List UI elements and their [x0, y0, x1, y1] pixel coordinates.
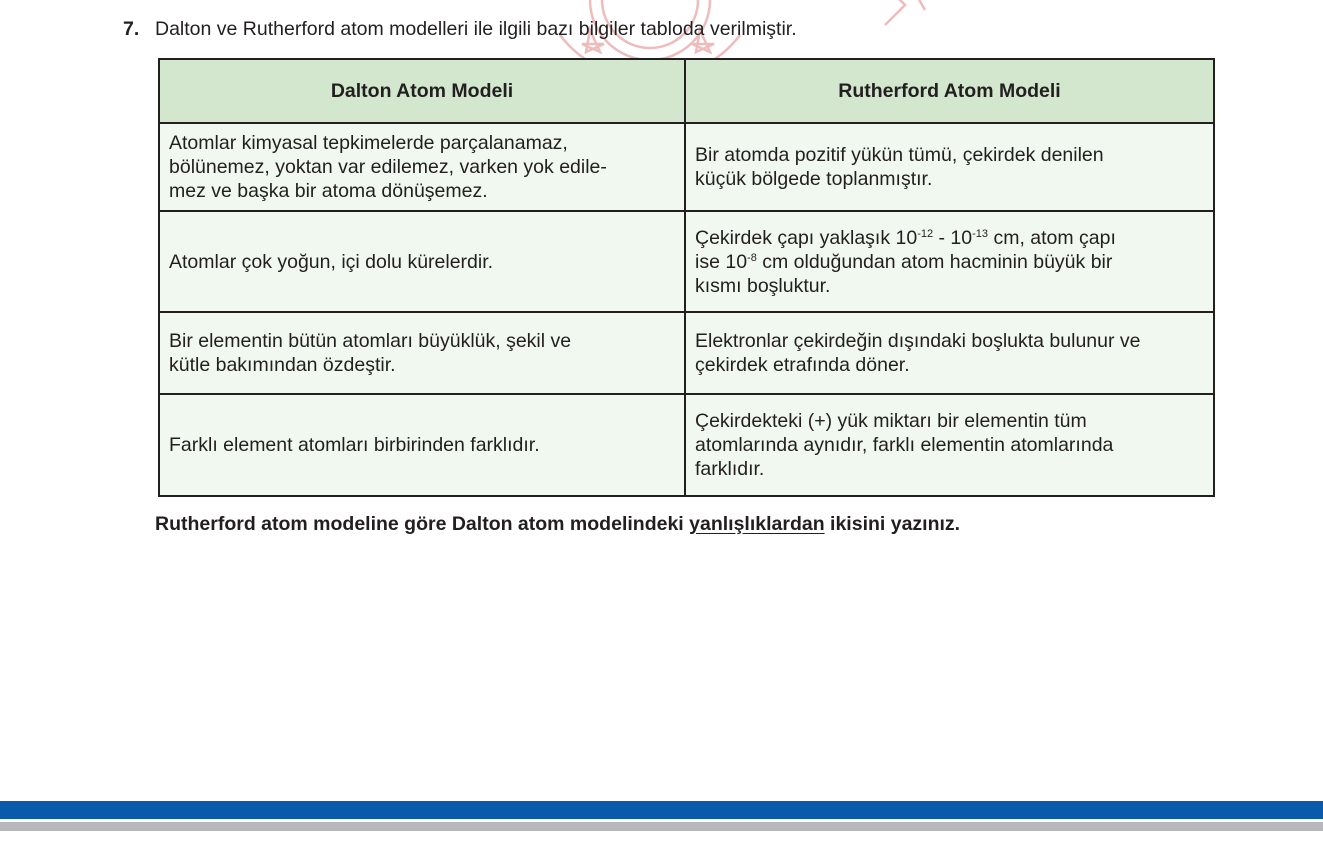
rutherford-cell: Bir atomda pozitif yükün tümü, çekirdek denilen küçük bölgede toplanmıştır.	[685, 123, 1214, 211]
footer-gray-bar	[0, 822, 1323, 831]
table-row	[159, 312, 1214, 394]
table-row	[159, 123, 1214, 211]
exponent: -12	[917, 227, 934, 240]
rutherford-cell: Çekirdekteki (+) yük miktarı bir elementin tüm atomlarında aynıdır, farklı elementin atomlarında farklıdır.	[685, 394, 1214, 496]
table-header-row	[159, 59, 1214, 123]
footer-blue-bar	[0, 801, 1323, 819]
exponent: -8	[747, 251, 757, 264]
table-row	[159, 394, 1214, 496]
question-number: 7.	[123, 18, 140, 40]
table-row	[159, 211, 1214, 312]
rutherford-cell: Çekirdek çapı yaklaşık $10^{-12} - 10^{-13}$ cm, atom çapı ise $10^{-8}$ cm olduğundan atom hacminin büyük bir kısmı boşluktur.	[685, 211, 1214, 312]
exponent: -13	[972, 227, 989, 240]
dalton-cell: Bir elementin bütün atomları büyüklük, şekil ve kütle bakımından özdeştir.	[159, 312, 685, 394]
dalton-cell: Atomlar kimyasal tepkimelerde parçalanamaz, bölünemez, yoktan var edilemez, varken yok edile- mez ve başka bir atoma dönüşemez.	[159, 123, 685, 211]
dalton-cell: Farklı element atomları birbirinden farklıdır.	[159, 394, 685, 496]
question-7	[123, 17, 797, 41]
atom-models-table	[158, 58, 1215, 497]
dalton-header: Dalton Atom Modeli	[159, 59, 685, 123]
rutherford-header: Rutherford Atom Modeli	[685, 59, 1214, 123]
question-instruction: Rutherford atom modeline göre Dalton atom modelindeki yanlışlıklardan ikisini yazınız.	[155, 513, 961, 535]
dalton-cell: Atomlar çok yoğun, içi dolu kürelerdir.	[159, 211, 685, 312]
question-text: Dalton ve Rutherford atom modelleri ile ilgili bazı bilgiler tabloda verilmiştir.	[155, 18, 797, 40]
rutherford-cell: Elektronlar çekirdeğin dışındaki boşlukta bulunur ve çekirdek etrafında döner.	[685, 312, 1214, 394]
underlined-keyword: yanlışlıklardan	[689, 513, 825, 535]
